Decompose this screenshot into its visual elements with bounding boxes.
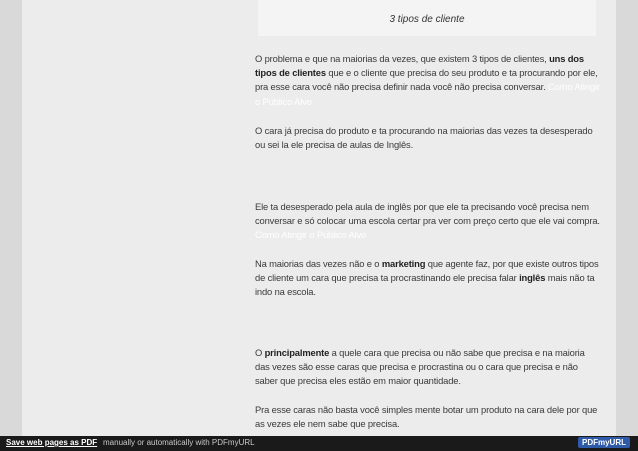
paragraph-1 — [255, 52, 600, 109]
paragraph-4 — [255, 257, 600, 300]
paragraph-4-text-c: que agente faz, por que existe outros tipos de cliente um cara que precisa ta procrastinando ele precisa falar — [255, 258, 599, 284]
paragraph-3 — [255, 200, 600, 243]
image-caption-box — [258, 0, 596, 36]
paragraph-4-bold-marketing: marketing — [381, 258, 426, 269]
paragraph-4-bold-ingles: inglês — [519, 272, 546, 284]
publico-alvo-link-2[interactable]: Como Atingir o Público Alvo — [255, 229, 367, 241]
paragraph-3-text: Ele ta desesperado pela aula de inglês por que ele ta precisando você precisa nem conversar e só colocar uma escola certar pra ver com preço certo que ele vai compra. — [255, 201, 600, 227]
pdfmyurl-logo[interactable]: PDFmyURL — [578, 437, 630, 448]
paragraph-1-text-a: O problema e que na maiorias da vezes, que existem 3 tipos de clientes, — [255, 53, 550, 64]
paragraph-6 — [255, 403, 600, 431]
paragraph-5 — [255, 346, 600, 389]
publico-alvo-link-1[interactable]: Como Atingir o Público Alvo — [255, 81, 600, 107]
image-caption: 3 tipos de cliente — [389, 14, 465, 25]
paragraph-2-text: O cara já precisa do produto e ta procurando na maiorias das vezes ta desesperado ou sei la ele precisa de aulas de Inglês. — [255, 125, 593, 151]
paragraph-1-text-c: que e o cliente que precisa do seu produto e ta procurando por ele, pra esse cara você não precisa definir nada você não precisa conversar. — [255, 67, 598, 93]
paragraph-5-text-c: a quele cara que precisa ou não sabe que precisa e na maioria das vezes são esse caras que precisa e procrastina ou o cara que precisa e não saber que precisa eles estão em maior quantidade. — [255, 347, 585, 387]
document-page — [22, 0, 616, 436]
paragraph-4-text-a: Na maiorias das vezes não e o — [255, 258, 382, 269]
paragraph-1-bold: uns dos tipos de clientes — [255, 53, 584, 79]
pdf-footer-bar — [0, 436, 638, 451]
paragraph-4-text-e: mais não ta indo na escola. — [255, 272, 595, 298]
paragraph-5-bold: principalmente — [264, 347, 330, 358]
paragraph-2 — [255, 124, 600, 152]
footer-description: manually or automatically with PDFmyURL — [103, 438, 255, 447]
save-as-pdf-link[interactable]: Save web pages as PDF — [6, 438, 98, 447]
left-gutter — [0, 0, 22, 451]
right-gutter — [616, 0, 638, 451]
paragraph-6-text: Pra esse caras não basta você simples mente botar um produto na cara dele por que as vezes ele nem sabe que precisa. — [255, 404, 598, 430]
paragraph-5-text-a: O — [255, 347, 265, 358]
